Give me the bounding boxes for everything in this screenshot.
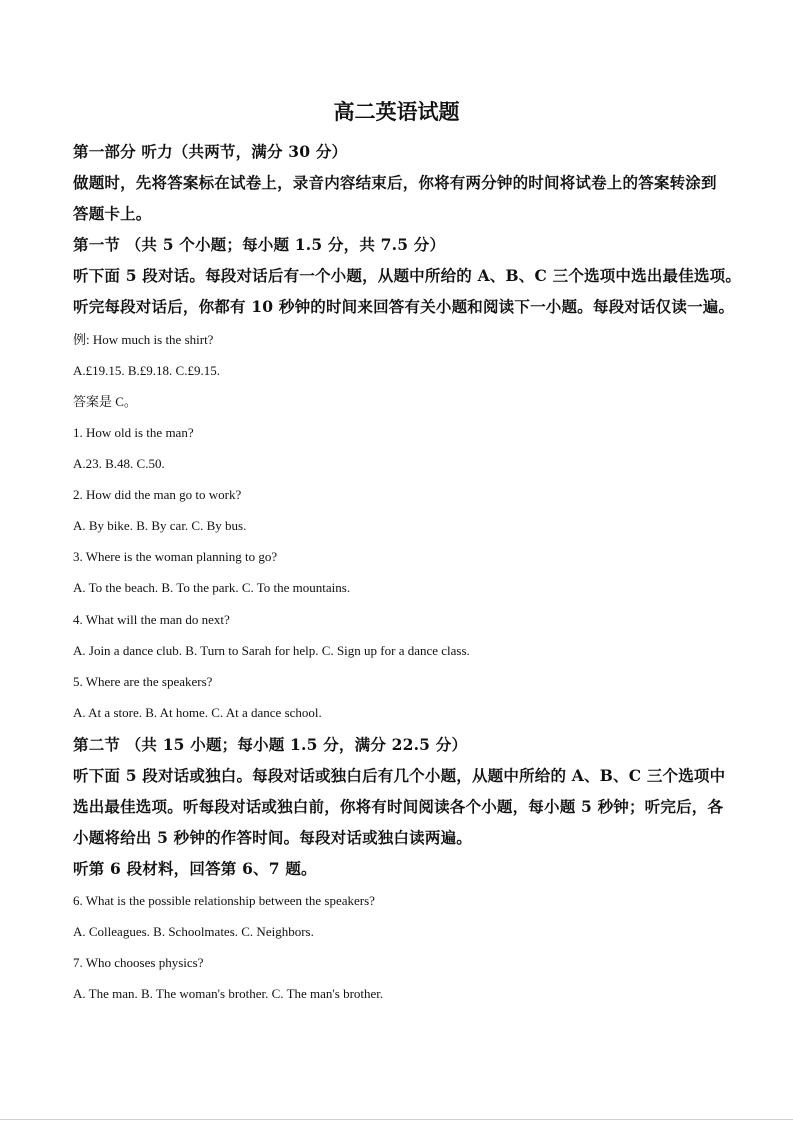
question-1: 1. How old is the man? [73, 425, 194, 440]
question-7-options: A. The man. B. The woman's brother. C. The man's brother. [73, 986, 384, 1001]
question-3-options: A. To the beach. B. To the park. C. To the mountains. [73, 580, 351, 595]
part-one-instruction-line-1: 做题时，先将答案标在试卷上，录音内容结束后，你将有两分钟的时间将试卷上的答案转涂到 [73, 173, 717, 192]
section-two-instruction-line-2: 选出最佳选项。听每段对话或独白前，你将有时间阅读各个小题，每小题 5 秒钟；听完后，各 [73, 797, 724, 816]
question-7: 7. Who chooses physics? [73, 955, 204, 970]
example-options: A.£19.15. B.£9.18. C.£9.15. [73, 363, 220, 378]
section-two-heading: 第二节 （共 15 小题；每小题 1.5 分，满分 22.5 分） [73, 735, 468, 754]
section-one-heading: 第一节 （共 5 个小题；每小题 1.5 分，共 7.5 分） [73, 235, 446, 254]
question-2: 2. How did the man go to work? [73, 487, 242, 502]
material-6-instruction: 听第 6 段材料，回答第 6、7 题。 [73, 859, 317, 878]
page-title: 高二英语试题 [333, 99, 460, 124]
question-5-options: A. At a store. B. At home. C. At a dance school. [73, 705, 322, 720]
section-one-instruction-line-2: 听完每段对话后，你都有 10 秒钟的时间来回答有关小题和阅读下一小题。每段对话仅读一遍。 [73, 297, 735, 316]
question-5: 5. Where are the speakers? [73, 674, 213, 689]
section-two-instruction-line-3: 小题将给出 5 秒钟的作答时间。每段对话或独白读两遍。 [73, 828, 472, 847]
example-question: 例: How much is the shirt? [73, 332, 214, 347]
section-one-instruction-line-1: 听下面 5 段对话。每段对话后有一个小题，从题中所给的 A、B、C 三个选项中选出最佳选项。 [73, 266, 742, 285]
example-answer: 答案是 C。 [73, 394, 137, 409]
part-one-heading: 第一部分 听力（共两节，满分 30 分） [73, 142, 348, 161]
page-bottom-divider [0, 1119, 793, 1120]
part-one-instruction-line-2: 答题卡上。 [73, 204, 152, 223]
question-6: 6. What is the possible relationship between the speakers? [73, 893, 375, 908]
question-3: 3. Where is the woman planning to go? [73, 549, 278, 564]
question-2-options: A. By bike. B. By car. C. By bus. [73, 518, 247, 533]
question-1-options: A.23. B.48. C.50. [73, 456, 165, 471]
question-4: 4. What will the man do next? [73, 612, 230, 627]
section-two-instruction-line-1: 听下面 5 段对话或独白。每段对话或独白后有几个小题，从题中所给的 A、B、C 三个选项中 [73, 766, 726, 785]
question-6-options: A. Colleagues. B. Schoolmates. C. Neighbors. [73, 924, 314, 939]
question-4-options: A. Join a dance club. B. Turn to Sarah for help. C. Sign up for a dance class. [73, 643, 470, 658]
